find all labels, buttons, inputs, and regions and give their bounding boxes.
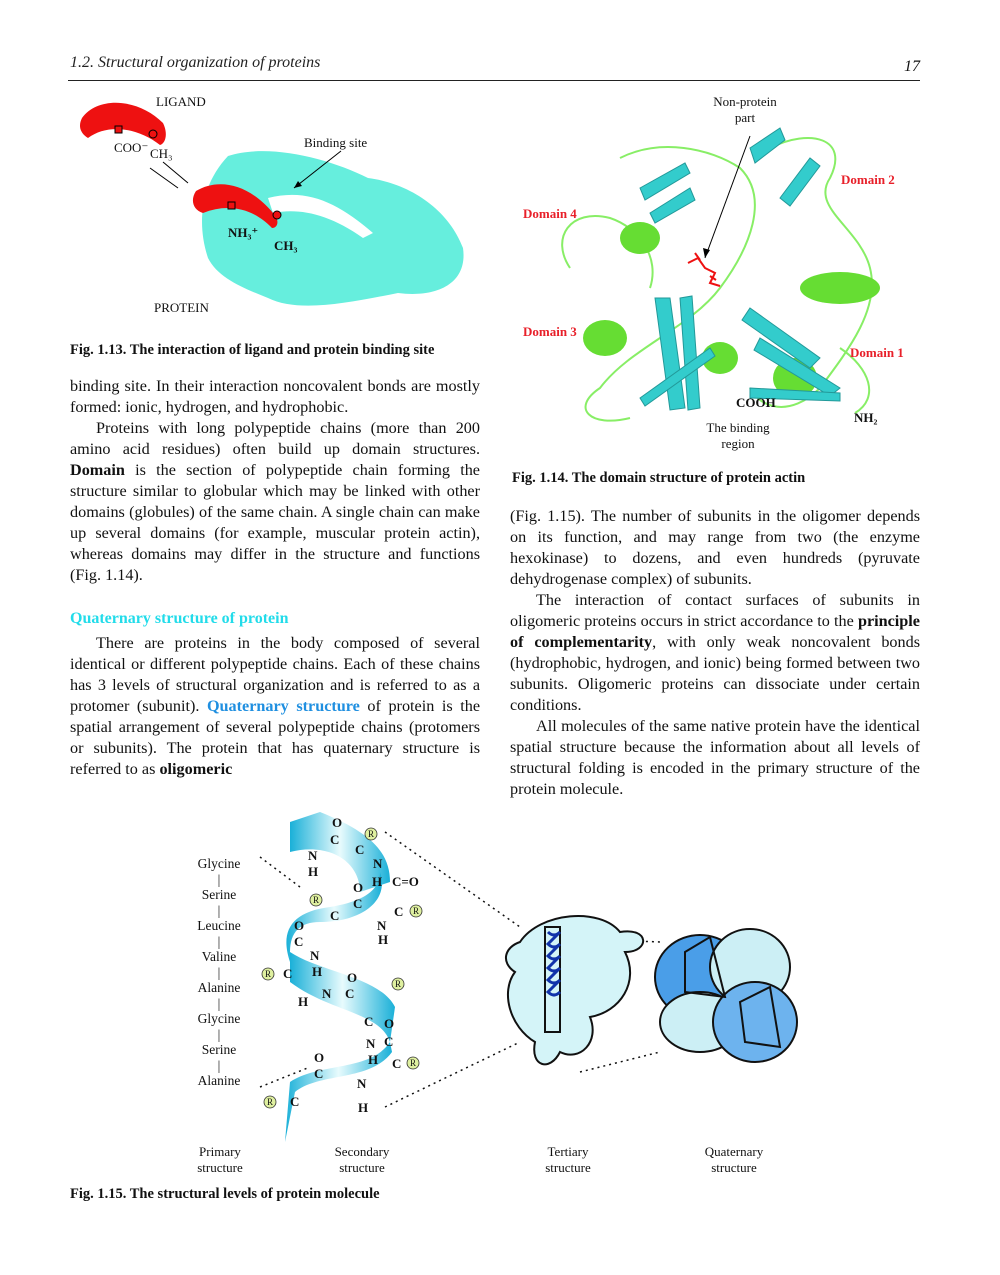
quaternary-structure-label: Quaternary structure [704, 1144, 764, 1175]
svg-text:N: N [373, 856, 383, 871]
svg-text:C=O: C=O [392, 874, 419, 889]
svg-text:R: R [264, 969, 272, 979]
svg-text:C: C [384, 1034, 394, 1049]
secondary-structure-label: Secondary structure [334, 1144, 390, 1175]
protein-levels-diagram [180, 812, 820, 1142]
ch3-group-ligand: CH₃ [150, 146, 173, 161]
figure-1-14-caption: Fig. 1.14. The domain structure of protein actin [512, 470, 806, 486]
primary-structure-chain: Glycine | Serine | Leucine | Valine | Alanine | Glycine | Serine | Alanine [180, 856, 258, 1089]
running-header: 1.2. Structural organization of proteins [70, 54, 321, 71]
svg-text:H: H [378, 932, 389, 947]
section-heading: Quaternary structure of protein [70, 610, 289, 627]
svg-text:H: H [308, 864, 319, 879]
svg-text:O: O [384, 1016, 395, 1031]
ligand-label: LIGAND [156, 94, 206, 109]
svg-text:C: C [283, 966, 293, 981]
nh3-group: NH₃⁺ [228, 225, 259, 240]
svg-text:C: C [394, 904, 404, 919]
domain-4-label: Domain 4 [523, 206, 577, 221]
svg-text:H: H [368, 1052, 379, 1067]
page-number: 17 [904, 58, 920, 75]
figure-1-15-caption: Fig. 1.15. The structural levels of protein molecule [70, 1186, 380, 1202]
svg-text:C: C [290, 1094, 300, 1109]
amino-acid: Glycine [197, 1011, 241, 1026]
svg-text:R: R [367, 829, 375, 839]
term-domain: Domain [70, 461, 125, 479]
figure-1-14 [510, 88, 930, 458]
amino-acid: Alanine [197, 980, 241, 995]
svg-text:N: N [357, 1076, 367, 1091]
tertiary-structure-label: Tertiary structure [545, 1144, 591, 1175]
svg-text:O: O [332, 815, 343, 830]
non-protein-label: Non-protein part [713, 94, 777, 125]
figure-1-13 [68, 88, 488, 348]
svg-text:C: C [345, 986, 355, 1001]
svg-text:C: C [355, 842, 365, 857]
svg-text:N: N [377, 918, 387, 933]
paragraph: (Fig. 1.15). The number of subunits in the oligomer depends on its function, and may range from two (the enzyme hexokinase) to dozens, and even hundreds (pyruvate dehydrogenase complex) of subunits. [510, 507, 920, 588]
paragraph-quaternary: There are proteins in the body composed of several identical or different polypeptide chains. Each of these chains has 3 levels of structural organization and is referred to as a protomer (subunit). Quaternary structure of protein is the spatial arrangement of several polypeptide chains (protomers or subunits). The protein that has quaternary structure is referred to as oligomeric [70, 634, 480, 778]
amino-acid: Alanine [197, 1073, 241, 1088]
quaternary-structure [655, 929, 797, 1062]
domain-3-label: Domain 3 [523, 324, 577, 339]
amino-acid: Serine [201, 1042, 237, 1057]
amino-acid: Leucine [197, 918, 241, 933]
primary-structure-label: Primary structure [197, 1144, 243, 1175]
svg-text:C: C [353, 896, 363, 911]
term-quaternary-structure: Quaternary structure [206, 697, 360, 715]
svg-text:H: H [312, 964, 323, 979]
svg-text:O: O [314, 1050, 325, 1065]
domain-2-label: Domain 2 [841, 172, 895, 187]
paragraph-complementarity: The interaction of contact surfaces of subunits in oligomeric proteins occurs in strict accordance to the principle of complementarity, with only weak noncovalent bonds (hydrophobic, hydrogen, and ionic) being formed between two subunits. Oligomeric proteins can dissociate under certain conditions. [510, 591, 920, 714]
right-column-text [510, 506, 920, 800]
svg-text:N: N [322, 986, 332, 1001]
svg-text:R: R [266, 1097, 274, 1107]
protein-label: PROTEIN [154, 300, 209, 315]
svg-text:C: C [364, 1014, 374, 1029]
binding-site-label: Binding site [304, 135, 368, 150]
paragraph: binding site. In their interaction noncovalent bonds are mostly formed: ionic, hydrogen, and hydrophobic. [70, 377, 480, 416]
figure-1-13-caption: Fig. 1.13. The interaction of ligand and protein binding site [70, 342, 435, 358]
svg-text:C: C [314, 1066, 324, 1081]
svg-text:O: O [347, 970, 358, 985]
svg-text:R: R [394, 979, 402, 989]
paragraph-domain: Proteins with long polypeptide chains (more than 200 amino acid residues) often build up domain structures. Domain is the section of polypeptide chain forming the structure similar to globular which may be linked with other domains (globules) of the same chain. A single chain can make up several domains (for example, muscular protein actin), whereas domains may differ in the structure and functions (Fig. 1.14). [70, 419, 480, 584]
coo-group: COO⁻ [114, 140, 149, 155]
svg-text:O: O [353, 880, 364, 895]
svg-text:C: C [294, 934, 304, 949]
figure-1-15 [180, 812, 820, 1175]
left-column-text [70, 376, 480, 780]
binding-region-label: The binding region [706, 420, 770, 451]
svg-text:C: C [392, 1056, 402, 1071]
svg-text:N: N [366, 1036, 376, 1051]
svg-text:H: H [358, 1100, 369, 1115]
domain-1-label: Domain 1 [850, 345, 904, 360]
paragraph: All molecules of the same native protein have the identical spatial structure because the information about all levels of structural folding is encoded in the primary structure of the protein molecule. [510, 717, 920, 798]
ligand-protein-illustration [68, 88, 488, 328]
cooh-terminus-label: COOH [736, 395, 776, 410]
svg-text:H: H [372, 874, 383, 889]
ligand-shape-free [80, 103, 166, 145]
amino-acid: Valine [201, 949, 237, 964]
amino-acid: Glycine [197, 856, 241, 871]
svg-text:R: R [312, 895, 320, 905]
tertiary-structure [506, 916, 643, 1064]
svg-text:H: H [298, 994, 309, 1009]
nh2-terminus-label: NH₂ [854, 410, 878, 425]
svg-text:O: O [294, 918, 305, 933]
term-complementarity: principle of complementarity [510, 612, 920, 651]
amino-acid: Serine [201, 887, 237, 902]
svg-text:N: N [308, 848, 318, 863]
ch3-group-bound: CH₃ [274, 238, 298, 253]
svg-text:N: N [310, 948, 320, 963]
header-divider [68, 80, 920, 81]
svg-text:R: R [409, 1058, 417, 1068]
svg-text:C: C [330, 832, 340, 847]
svg-text:C: C [330, 908, 340, 923]
term-oligomeric: oligomeric [159, 760, 233, 778]
svg-text:R: R [412, 906, 420, 916]
actin-ribbon-diagram [510, 88, 930, 458]
